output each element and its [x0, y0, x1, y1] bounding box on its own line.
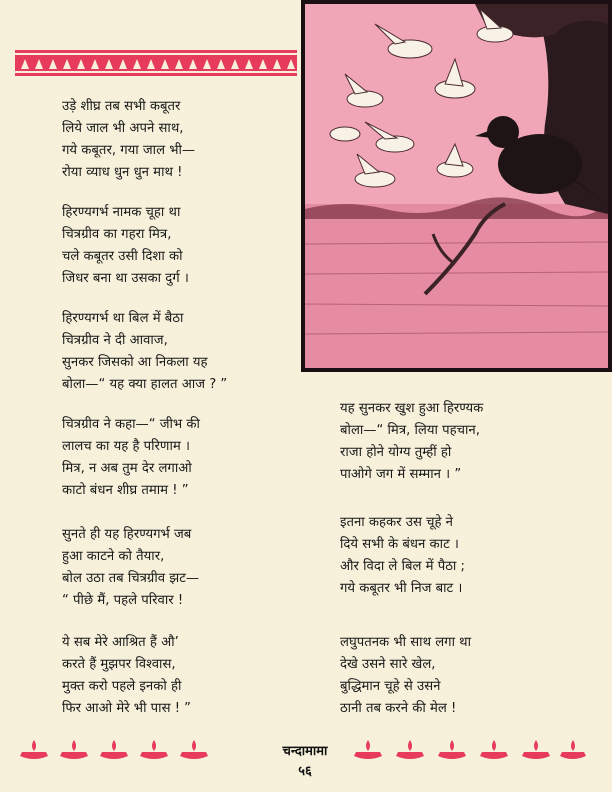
poem-line: दिये सभी के बंधन काट ।	[340, 537, 459, 552]
lamp-ornament-icon	[350, 738, 590, 762]
poem-line: मित्र, न अब तुम देर लगाओ	[62, 461, 192, 476]
poem-line: चले कबूतर उसी दिशा को	[62, 249, 183, 264]
left-stanza-5	[62, 524, 199, 612]
poem-line: इतना कहकर उस चूहे ने	[340, 515, 453, 530]
poem-line: चित्रग्रीव ने दी आवाज,	[62, 333, 168, 348]
right-stanza-3	[340, 632, 471, 720]
poem-line: लघुपतनक भी साथ लगा था	[340, 635, 472, 650]
crow-and-pigeons-illustration	[301, 0, 612, 372]
poem-line: हुआ काटने को तैयार,	[62, 549, 165, 564]
poem-line: सुनकर जिसको आ निकला यह	[62, 355, 208, 370]
poem-line: रोया व्याध धुन धुन माथ !	[62, 165, 183, 180]
poem-line: गये कबूतर भी निज बाट ।	[340, 581, 463, 596]
poem-line: मुक्त करो पहले इनको ही	[62, 679, 182, 694]
poem-line: जिधर बना था उसका दुर्ग ।	[62, 271, 189, 286]
poem-line: हिरण्यगर्भ नामक चूहा था	[62, 205, 181, 220]
poem-line: काटो बंधन शीघ्र तमाम ! ”	[62, 483, 189, 498]
left-stanza-6	[62, 632, 191, 720]
poem-line: ये सब मेरे आश्रित हैं औ’	[62, 635, 179, 650]
poem-line: करते हैं मुझपर विश्वास,	[62, 657, 176, 672]
poem-line: चित्रग्रीव ने कहा—“ जीभ की	[62, 417, 200, 432]
poem-line: गये कबूतर, गया जाल भी—	[62, 143, 196, 158]
footer-lamp-ornament-left	[16, 738, 236, 762]
poem-line: ठानी तब करने की मेल !	[340, 701, 457, 716]
poem-line: बोला—“ मित्र, लिया पहचान,	[340, 423, 480, 438]
poem-line: लालच का यह है परिणाम ।	[62, 439, 190, 454]
poem-line: बोला—“ यह क्या हालत आज ? ”	[62, 377, 228, 392]
footer-lamp-ornament-right	[350, 738, 590, 762]
poem-line: लिये जाल भी अपने साथ,	[62, 121, 184, 136]
poem-line: चित्रग्रीव का गहरा मित्र,	[62, 227, 172, 242]
right-stanza-1	[340, 398, 483, 486]
poem-line: उड़े शीघ्र तब सभी कबूतर	[62, 99, 181, 114]
left-stanza-3	[62, 308, 227, 396]
left-stanza-1	[62, 96, 195, 184]
poem-line: यह सुनकर खुश हुआ हिरण्यक	[340, 401, 484, 416]
lamp-ornament-icon	[16, 738, 236, 762]
illustration-art-icon	[305, 4, 608, 368]
left-stanza-2	[62, 202, 189, 290]
poem-line: “ पीछे मैं, पहले परिवार !	[62, 593, 184, 608]
magazine-name: चन्दामामा	[282, 744, 328, 759]
poem-line: और विदा ले बिल में पैठा ;	[340, 559, 465, 574]
decorative-border-band	[15, 50, 297, 76]
poem-line: बोल उठा तब चित्रग्रीव झट—	[62, 571, 200, 586]
poem-line: सुनते ही यह हिरण्यगर्भ जब	[62, 527, 192, 542]
poem-line: फिर आओ मेरे भी पास ! ”	[62, 701, 192, 716]
poem-line: हिरण्यगर्भ था बिल में बैठा	[62, 311, 184, 326]
poem-line: पाओगे जग में सम्मान । ”	[340, 467, 462, 482]
poem-line: देखे उसने सारे खेल,	[340, 657, 436, 672]
page-number: ५६	[298, 764, 312, 779]
poem-line: राजा होने योग्य तुम्हीं हो	[340, 445, 452, 460]
border-pattern-icon	[15, 50, 297, 76]
left-stanza-4	[62, 414, 200, 502]
right-stanza-2	[340, 512, 465, 600]
poem-line: बुद्धिमान चूहे से उसने	[340, 679, 441, 694]
